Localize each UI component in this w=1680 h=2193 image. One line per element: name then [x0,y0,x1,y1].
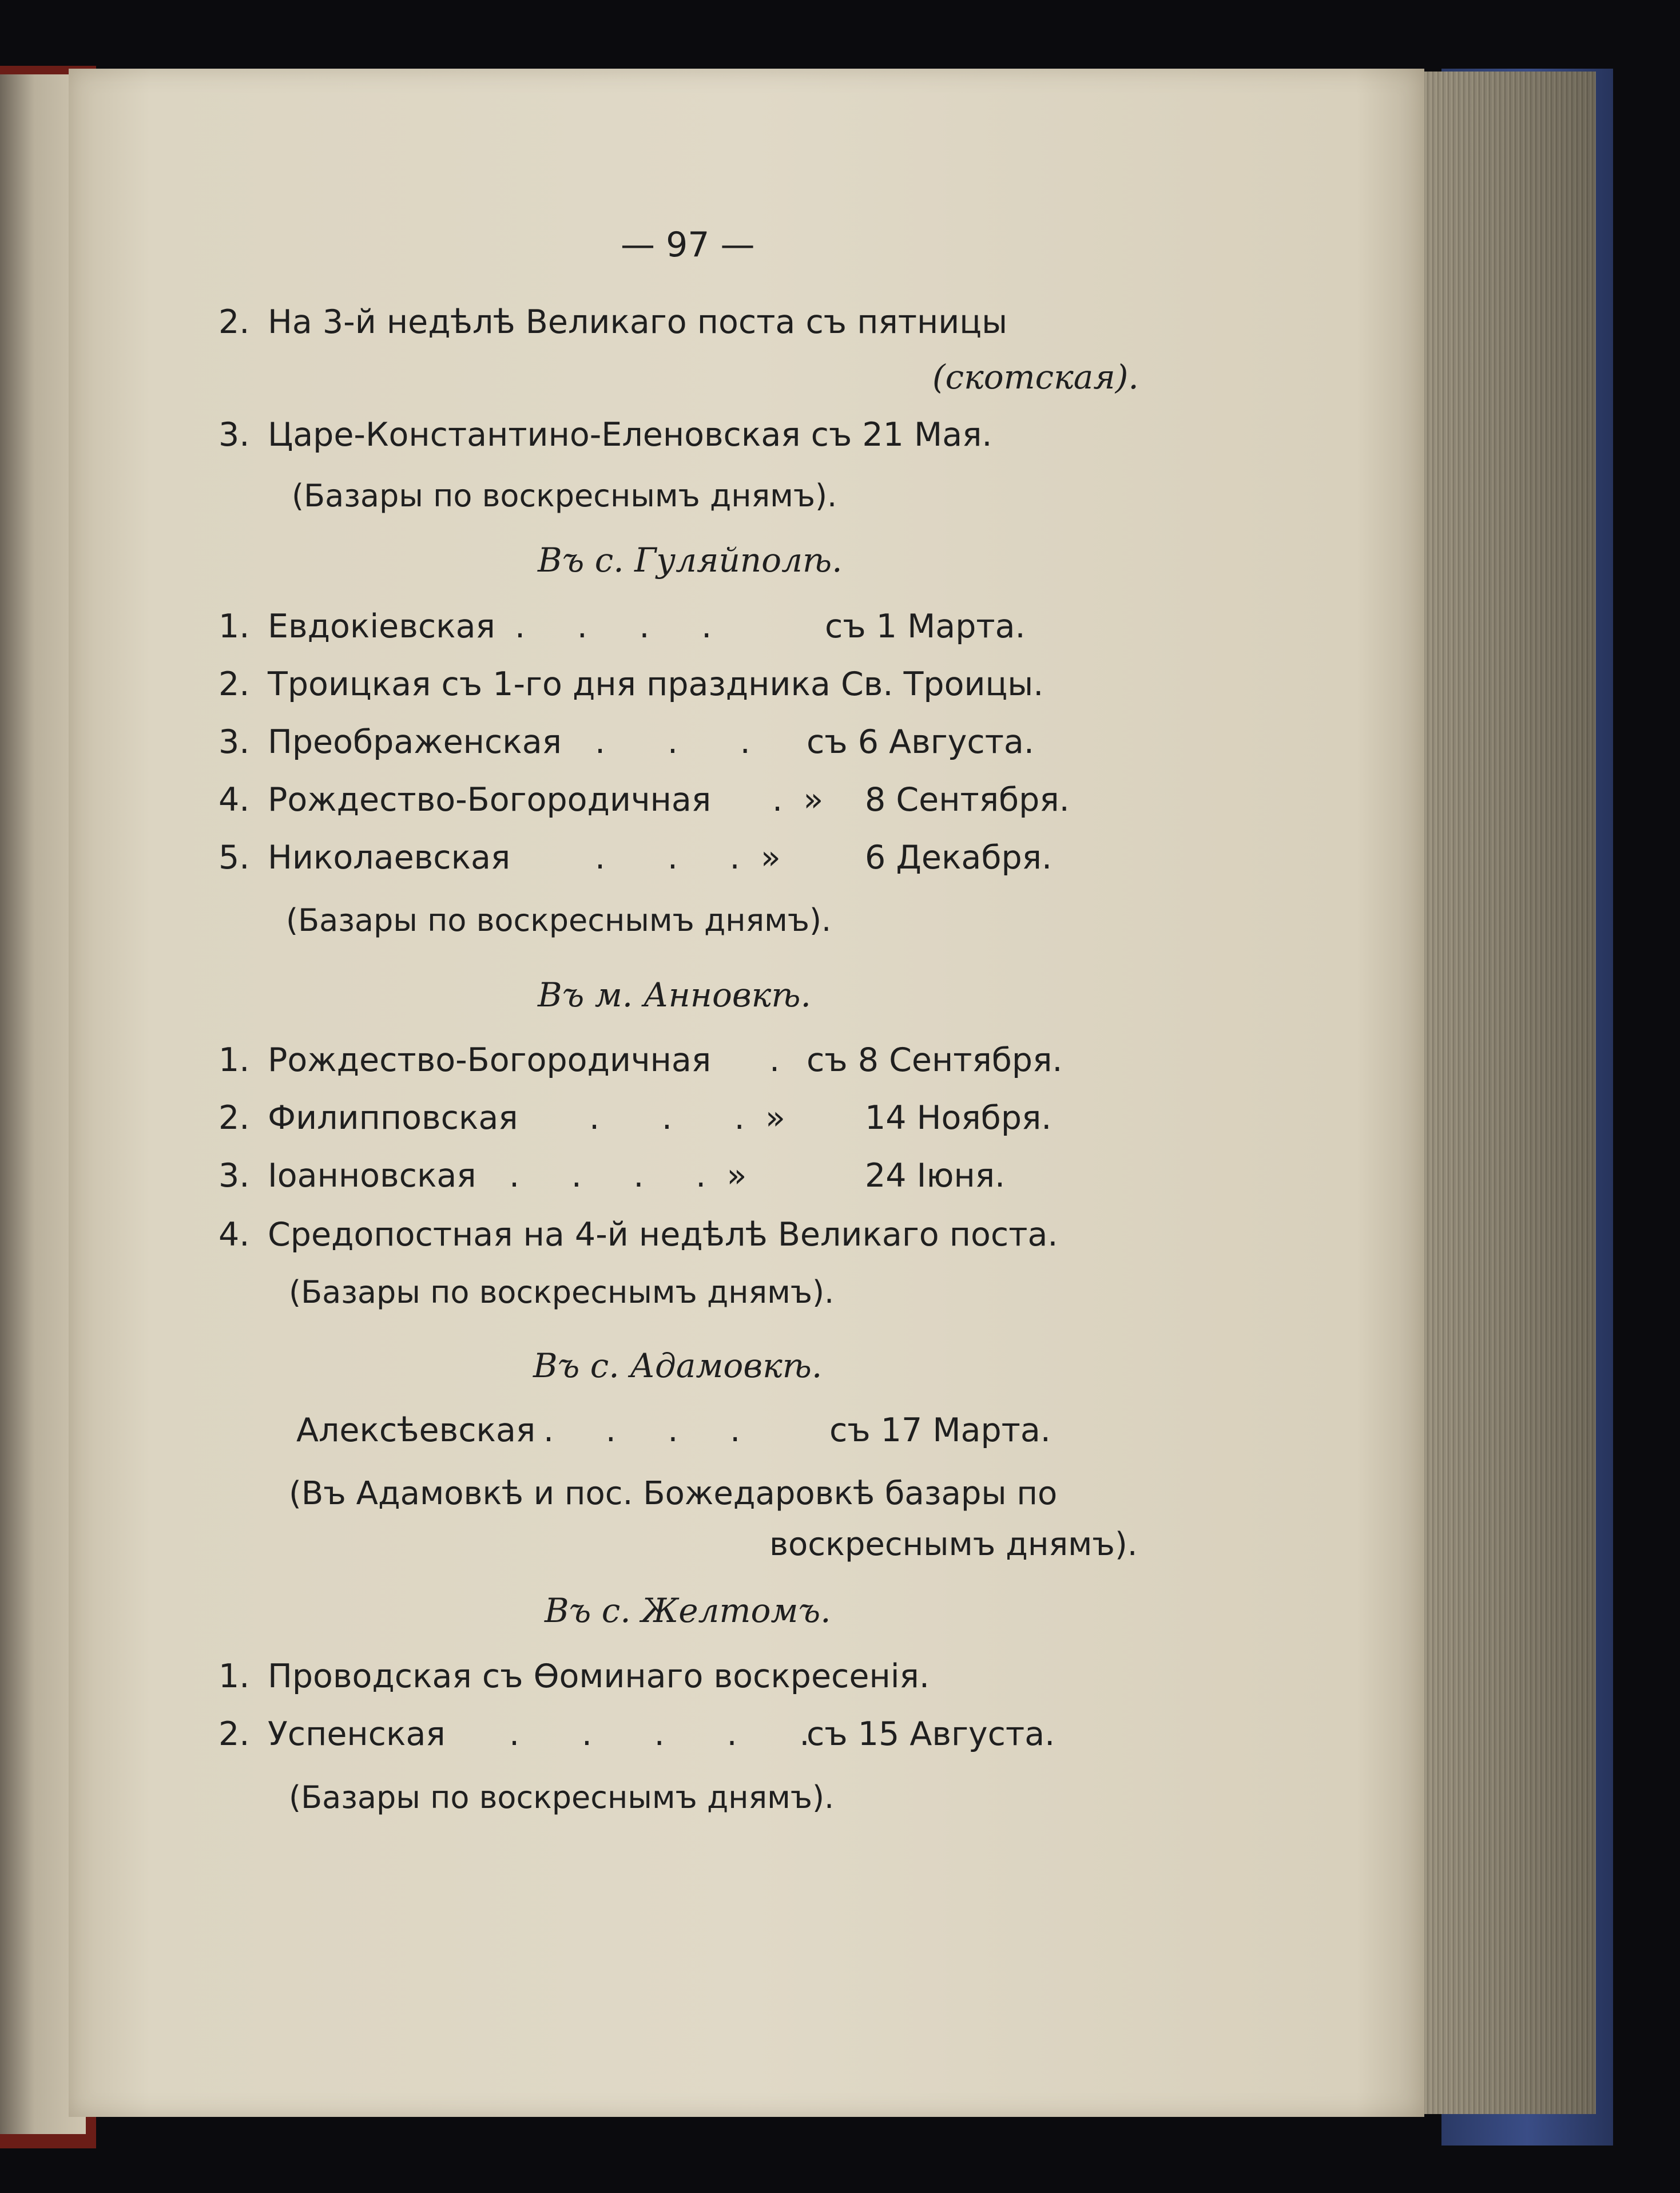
note-text: воскреснымъ днямъ). [769,1526,1138,1563]
list-item-text: Царе-Константино-Еленовская съ 21 Мая. [268,416,992,454]
fair-date: съ 17 Марта. [829,1411,1051,1449]
leader-dots: . . . [595,723,750,761]
leader-dots: . . . . [515,608,712,645]
fair-name: Рождество-Богородичная [268,781,712,819]
list-number: 1. [219,1041,250,1079]
fair-name: Троицкая съ 1-го дня праздника Св. Троицы. [268,665,1044,703]
list-number: 4. [219,781,250,819]
fair-name: Алексѣевская [296,1411,536,1449]
leader-dots: . . . » [589,1099,785,1137]
list-number: 3. [219,1157,250,1195]
fair-name: Средопостная на 4-й недѣлѣ Великаго поста. [268,1216,1058,1254]
section-heading: Въ с. Гуляйполѣ. [538,541,843,580]
leader-dots: . » [772,781,824,819]
page-number: — 97 — [621,225,755,265]
section-heading: Въ м. Анновкѣ. [538,975,811,1014]
fair-name: Рождество-Богородичная [268,1041,712,1079]
leader-dots: . . . . » [509,1157,747,1195]
fair-date: съ 1 Марта. [825,608,1026,645]
fair-name: Проводская съ Ѳоминаго воскресенія. [268,1657,930,1695]
list-number: 3. [219,416,250,454]
fair-date: 6 Декабря. [865,839,1053,877]
leader-dots: . [769,1041,780,1079]
section-heading: Въ с. Адамовкѣ. [533,1346,823,1385]
fair-date: 14 Ноября. [865,1099,1052,1137]
fair-name: Филипповская [268,1099,518,1137]
fair-name: Успенская [268,1715,446,1753]
leader-dots: . . . » [595,839,781,877]
fair-name: Іоанновская [268,1157,476,1195]
list-number: 4. [219,1216,250,1254]
leader-dots: . . . . [543,1411,741,1449]
note-text: (Въ Адамовкѣ и пос. Божедаровкѣ базары по [289,1475,1058,1512]
list-number: 2. [219,1715,250,1753]
list-number: 3. [219,723,250,761]
list-number: 5. [219,839,250,877]
fair-name: Евдокіевская [268,608,495,645]
list-item-text: На 3-й недѣлѣ Великаго поста съ пятницы [268,303,1008,341]
list-number: 1. [219,1657,250,1695]
page-stack-edges [1424,72,1596,2114]
fair-date: съ 8 Сентября. [807,1041,1063,1079]
list-number: 1. [219,608,250,645]
list-number: 2. [219,665,250,703]
leader-dots: . . . . . [509,1715,810,1753]
fair-name: Преображенская [268,723,562,761]
note-text: (Базары по воскреснымъ днямъ). [289,1779,835,1815]
note-text: (Базары по воскреснымъ днямъ). [289,1274,835,1310]
note-text: (Базары по воскреснымъ днямъ). [286,902,832,938]
book-page [69,69,1424,2117]
fair-date: съ 15 Августа. [807,1715,1055,1753]
fair-date: съ 6 Августа. [807,723,1034,761]
fair-date: 8 Сентября. [865,781,1070,819]
list-number: 2. [219,1099,250,1137]
fair-date: 24 Іюня. [865,1157,1006,1195]
list-number: 2. [219,303,250,341]
fair-name: Николаевская [268,839,511,877]
section-heading: Въ с. Желтомъ. [545,1591,831,1630]
list-item-continuation: (скотская). [932,358,1139,396]
note-text: (Базары по воскреснымъ днямъ). [292,478,837,514]
